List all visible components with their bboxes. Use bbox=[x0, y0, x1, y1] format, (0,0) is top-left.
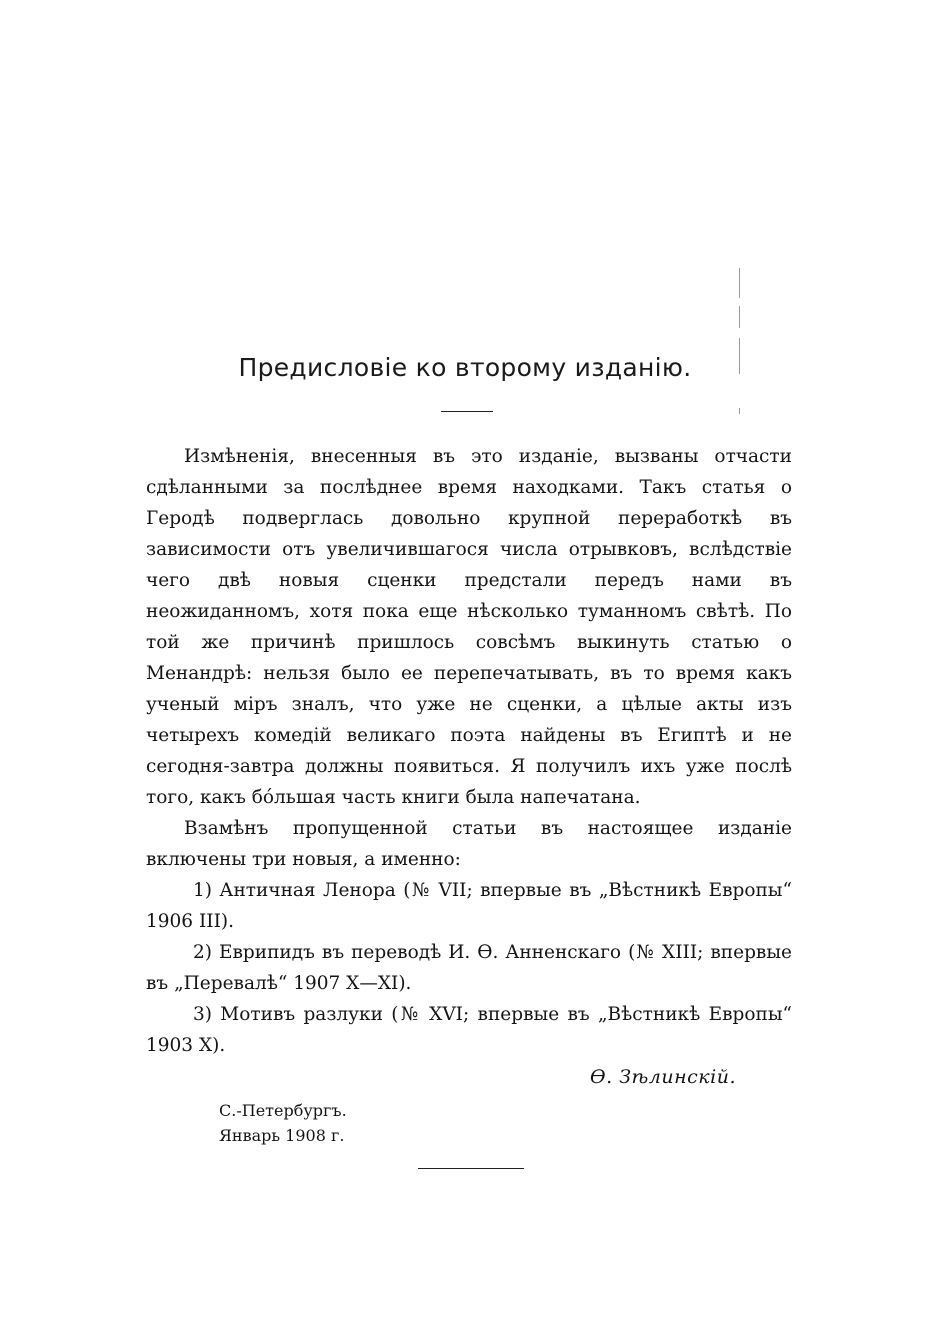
margin-scan-marks bbox=[738, 268, 742, 418]
closing-divider bbox=[418, 1168, 524, 1169]
place-and-date bbox=[219, 1098, 347, 1148]
preface-body bbox=[146, 441, 792, 1061]
page-title: Предисловіе ко второму изданію. bbox=[238, 353, 692, 382]
place-line: С.-Петербургъ. bbox=[219, 1101, 347, 1120]
list-item-separation: 3) Мотивъ разлуки (№ XVI; впервые въ „Вѣстникѣ Европы“ 1903 X). bbox=[146, 1004, 792, 1056]
author-signature: Ѳ. Зѣлинскій. bbox=[590, 1066, 736, 1088]
title-divider bbox=[441, 411, 493, 412]
paragraph-additions: Взамѣнъ пропущенной статьи въ настоящее изданіе включены три новыя, а именно: bbox=[146, 818, 792, 870]
list-item-euripides: 2) Еврипидъ въ переводѣ И. Ѳ. Анненскаго (№ XIII; впервые въ „Перевалѣ“ 1907 X—XI). bbox=[146, 942, 792, 994]
list-item-lenora: 1) Античная Ленора (№ VII; впервые въ „Вѣстникѣ Европы“ 1906 III). bbox=[146, 880, 792, 932]
paragraph-changes: Измѣненія, внесенныя въ это изданіе, вызваны отчасти сдѣланными за послѣднее время находками. Такъ статья о Геродѣ подверглась довольно крупной переработкѣ въ зависимости отъ увеличившагося числа отрывковъ, вслѣдствіе чего двѣ новыя сценки предстали передъ нами въ неожиданномъ, хотя пока еще нѣсколько туманномъ свѣтѣ. По той же причинѣ пришлось совсѣмъ выкинуть статью о Менандрѣ: нельзя было ее перепечатывать, въ то время какъ ученый міръ зналъ, что уже не сценки, а цѣлые акты изъ четырехъ комедій великаго поэта найдены въ Египтѣ и не сегодня-завтра должны появиться. Я получилъ ихъ уже послѣ того, какъ бóльшая часть книги была напечатана. bbox=[146, 446, 792, 808]
date-line: Январь 1908 г. bbox=[219, 1126, 345, 1145]
